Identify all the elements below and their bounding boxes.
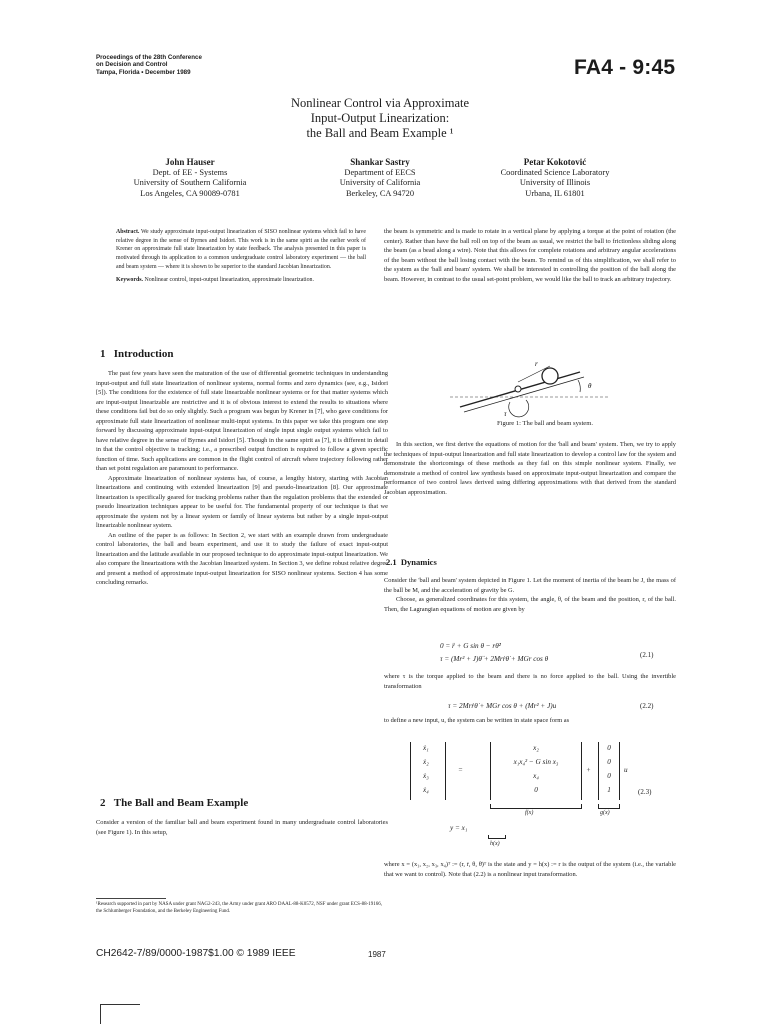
vector-entry: 0 xyxy=(607,772,611,780)
author-name: Petar Kokotović xyxy=(523,157,587,167)
abstract xyxy=(116,228,366,284)
f-underbrace xyxy=(490,804,582,809)
author-name: Shankar Sastry xyxy=(350,157,410,167)
paragraph: Consider a version of the familiar ball and beam experiment found in many undergraduate control laboratories (see Figure 1). In this setup, xyxy=(96,819,388,836)
paragraph: to define a new input, u, the system can be written in state space form as xyxy=(384,717,570,724)
author-affiliation: Berkeley, CA 94720 xyxy=(345,188,415,198)
section-heading xyxy=(100,348,173,360)
paper-title xyxy=(180,96,580,141)
paragraph: An outline of the paper is as follows: In Section 2, we start with an example drawn from undergraduate control laboratories, the ball and beam experiment, and use it to study the failure of exact input-output linearization and the latitude available in our proposed technique to do approximate input-output linearization. We also compare the linearizations with the Jacobian linearized system. In Section 3, we define robust relative degree and present a method of approximate input-output linearization for SISO nonlinear systems. Section 4 has some concluding remarks. xyxy=(96,531,389,586)
subsection-title: Dynamics xyxy=(400,557,437,567)
dynamics-para4 xyxy=(384,716,676,726)
vector-entry: x₄ xyxy=(533,772,539,780)
dynamics-para5 xyxy=(384,860,676,879)
vector-entry: ẋ₁ xyxy=(423,744,429,752)
author-affiliation: University of California xyxy=(339,178,421,188)
h-label: h(x) xyxy=(490,841,500,847)
page-number: 1987 xyxy=(368,950,386,959)
keywords-text: Nonlinear control, input-output linearization, approximate linearization. xyxy=(144,276,314,283)
tau-label: τ xyxy=(504,410,507,418)
paragraph: where x = (x₁, x₂, x₃, x₄)ᵀ := (r, ṙ, θ, θ̇)ᵀ is the state and y = h(x) := r is the output of the system (i.e., the variable that we want to control). Note that (2.2) is a nonlinear input transformation. xyxy=(384,861,676,878)
input-symbol: u xyxy=(624,766,628,774)
author-block xyxy=(460,157,650,199)
figure-caption: Figure 1: The ball and beam system. xyxy=(496,420,594,427)
output-equation: y = x₁ xyxy=(450,824,468,832)
paragraph: Choose, as generalized coordinates for this system, the angle, θ, of the beam and the position, r, of the ball. Then, the Lagrangian equations of motion are given by xyxy=(384,596,676,613)
vector-entry: ẋ₄ xyxy=(423,786,429,794)
ball-beam-figure xyxy=(440,352,630,420)
author-affiliation: Los Angeles, CA 90089-0781 xyxy=(140,188,240,198)
vector-entry: x₁x₄² − G sin x₃ xyxy=(513,758,559,766)
vector-entry: 0 xyxy=(607,744,611,752)
footnote: ¹Research supported in part by NASA under grant NAG2-243, the Army under grant ARO DAAL-88-K0572, NSF under grant ECS-88-19166, the Schlumberger Foundation, and the Berkeley Engineering Fund. xyxy=(96,902,383,914)
h-underbrace xyxy=(488,835,506,839)
paragraph: Consider the 'ball and beam' system depicted in Figure 1. Let the moment of inertia of the beam be J, the mass of the ball be M, and the acceleration of gravity be G. xyxy=(384,577,676,594)
vector-entry: ẋ₃ xyxy=(423,772,429,780)
plus-sign: + xyxy=(586,766,591,774)
section-title: The Ball and Beam Example xyxy=(113,797,249,809)
crop-mark xyxy=(100,1004,101,1024)
dynamics-body xyxy=(384,576,676,614)
subsection-number: 2.1 xyxy=(386,557,397,567)
title-line: the Ball and Beam Example ¹ xyxy=(306,126,454,140)
state-derivative-vector xyxy=(410,742,446,800)
author-block xyxy=(95,157,285,199)
footnote-rule xyxy=(96,898,166,899)
title-line: Nonlinear Control via Approximate xyxy=(290,96,470,110)
equation-2-1a: 0 = r̈ + G sin θ − rθ̇² xyxy=(440,642,501,650)
author-affiliation: University of Illinois xyxy=(519,178,591,188)
proceedings-line: on Decision and Control xyxy=(96,61,168,69)
g-underbrace xyxy=(598,804,620,809)
equation-number: (2.1) xyxy=(640,651,654,659)
section-heading xyxy=(100,797,248,809)
paragraph: the beam is symmetric and is made to rotate in a vertical plane by applying a torque at the point of rotation (the center). Rather than have the ball roll on top of the beam as usual, we restrict the ball to frictionless sliding along the beam (as a bead along a wire). Note that this allows for complete rotations and arbitrary angular accelerations of the beam without the ball losing contact with the beam. To remind us of this simplification, we shall refer to the system as the 'ball and beam' system. We shall be interested in controlling the position of the ball along the beam. However, in contrast to the usual set-point problem, we would like the ball to track an arbitrary trajectory. xyxy=(384,228,676,283)
crop-mark xyxy=(100,1004,140,1005)
equals-sign: = xyxy=(458,766,463,774)
g-label: g(x) xyxy=(600,810,610,816)
proceedings-line: Tampa, Florida • December 1989 xyxy=(96,68,191,76)
section-number: 1 xyxy=(100,348,106,360)
copyright-line: CH2642-7/89/0000-1987$1.00 © 1989 IEEE xyxy=(96,948,296,959)
author-affiliation: Department of EECS xyxy=(344,167,416,177)
ball xyxy=(542,368,558,384)
paragraph: Approximate linearization of nonlinear systems has, of course, a lengthy history, starting with Jacobian linearizations and continuing with extended linearization [9] and pseudo-linearization [8]. Our approximate linearization is specifically geared for tracking problems rather than the regulation problems that the extended or pseudo linearization techniques appear to be useful for. The fundamental property of our technique is that we approximate the system not by a linear system or family of linear systems but rather by a single input-output linearizable nonlinear system. xyxy=(96,474,388,529)
section-title: Introduction xyxy=(113,348,174,360)
introduction-body xyxy=(96,369,388,588)
subsection-heading xyxy=(386,557,437,567)
proceedings-info xyxy=(96,54,202,76)
paragraph: where τ is the torque applied to the beam and there is no force applied to the ball. Using the invertible transformation xyxy=(384,673,676,690)
equation-2-1b: τ = (Mr² + J)θ̈ + 2Mrṙθ̇ + MGr cos θ xyxy=(440,655,549,663)
theta-label: θ xyxy=(588,382,592,390)
input-vector xyxy=(598,742,620,800)
torque-arc xyxy=(509,400,529,417)
equation-2-3 xyxy=(410,742,680,862)
vector-entry: 0 xyxy=(534,786,538,794)
vector-entry: 1 xyxy=(607,786,611,794)
equation-number: (2.2) xyxy=(640,702,654,710)
f-label: f(x) xyxy=(525,810,534,816)
right-column-para xyxy=(384,440,676,497)
beam-edge xyxy=(464,377,584,412)
abstract-text: We study approximate input-output linearization of SISO nonlinear systems which fail to have relative degree in the sense of Byrnes and Isidori. This work is in the same spirit as the earlier work of Krener on approximate full state linearization by state feedback. The analysis presented in this paper is motivated through its application to a common undergraduate control laboratory experiment — the ball and beam system — where it is shown to be superior to the standard Jacobian linearization. xyxy=(116,229,366,270)
author-affiliation: University of Southern California xyxy=(133,178,247,188)
equation-number: (2.3) xyxy=(638,788,652,796)
drift-vector xyxy=(490,742,582,800)
keywords-label: Keywords. xyxy=(116,276,143,283)
r-label: r xyxy=(535,360,538,368)
paragraph: In this section, we first derive the equations of motion for the 'ball and beam' system. Then, we try to apply the techniques of input-output linearization and full state linearization to develop a control law for the system and demonstrate the shortcomings of these methods as they fail on this simple nonlinear system. Finally, we demonstrate a method of control law synthesis based on approximate input-output linearization and compare the performance of two control laws derived using differing approximations with that derived from the standard Jacobian approximation. xyxy=(384,441,676,496)
title-line: Input-Output Linearization: xyxy=(310,111,450,125)
vector-entry: ẋ₂ xyxy=(423,758,429,766)
proceedings-line: Proceedings of the 28th Conference xyxy=(96,54,202,61)
theta-arc xyxy=(578,380,580,392)
session-code: FA4 - 9:45 xyxy=(574,56,676,79)
author-affiliation: Dept. of EE - Systems xyxy=(152,167,228,177)
equation-2-2: τ = 2Mrṙθ̇ + MGr cos θ + (Mr² + J)u xyxy=(448,702,557,710)
author-name: John Hauser xyxy=(165,157,215,167)
abstract-label: Abstract. xyxy=(116,229,140,235)
right-column-intro xyxy=(384,227,676,284)
author-block xyxy=(285,157,475,199)
section-number: 2 xyxy=(100,797,106,809)
section2-body xyxy=(96,818,388,837)
pivot xyxy=(515,386,521,392)
vector-entry: 0 xyxy=(607,758,611,766)
paragraph: The past few years have seen the maturation of the use of differential geometric techniques in understanding input-output and full state linearization of nonlinear systems, normal forms and zero dynamics (see, e.g., Isidori [5]). The conditions for the existence of full state linearizable nonlinear systems or for that matter systems which are input-output linearizable are restrictive and it is of obvious interest to extend the results to situations where these conditions fail but do so only slightly. Such a program was begun by Krener in [7], who gave conditions for approximate full state linearization of nonlinear multi-input systems. In this paper we take this program one step forward by discussing approximate input-output linearization of single input single output systems which fail to have relative degree in the sense of Byrnes and Isidori [5]. Though in the same spirit as [7], it is different in detail in that the control objective is tracking; i.e., a prescribed output function is required to follow a given specific function of time. Such applications are common in the flight control of aircraft where trajectory following rather than set point regulation are paramount to performance. xyxy=(96,370,388,472)
author-affiliation: Urbana, IL 61801 xyxy=(525,188,585,198)
vector-entry: x₂ xyxy=(533,744,539,752)
author-affiliation: Coordinated Science Laboratory xyxy=(500,167,610,177)
dynamics-para3 xyxy=(384,672,676,691)
